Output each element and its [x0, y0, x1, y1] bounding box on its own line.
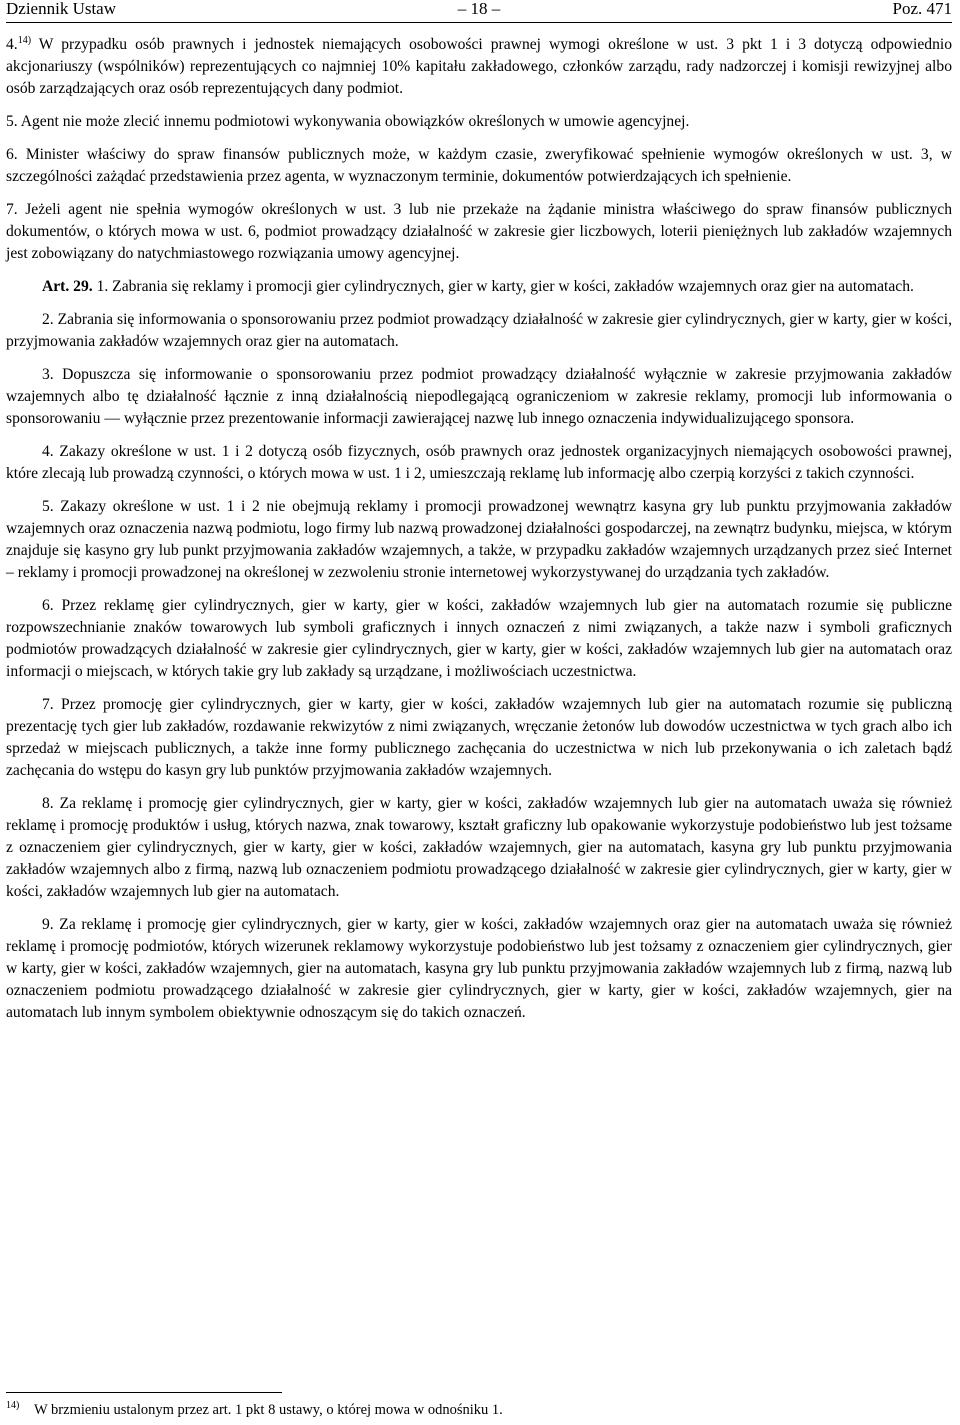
article-29-paragraph-2: 2. Zabrania się informowania o sponsorowaniu przez podmiot prowadzący działalność w zakresie gier cylindrycznych, gier w karty, gier w kości, przyjmowania zakładów wzajemnych oraz gier na automatach. — [6, 311, 952, 350]
position-number: Poz. 471 — [892, 0, 952, 18]
paragraph-number: 4. — [6, 36, 18, 53]
page-number: – 18 – — [457, 0, 501, 18]
article-29-paragraph-5: 5. Zakazy określone w ust. 1 i 2 nie obejmują reklamy i promocji prowadzonej wewnątrz kasyna gry lub punktu przyjmowania zakładów wzajemnych oraz oznaczenia nazwą podmiotu, logo firmy lub nazwą prowadzonej działalności gospodarczej, na zewnątrz budynku, miejsca, w którym znajduje się kasyno gry lub punkt przyjmowania zakładów wzajemnych, a także, w przypadku zakładów wzajemnych urządzanych przez sieć Internet – reklamy i promocji prowadzonej na określonej w zezwoleniu stronie internetowej wykorzystywanej do urządzania tych zakładów. — [6, 498, 952, 581]
article-29-paragraph-1 — [6, 276, 952, 298]
footnote-text: W brzmieniu ustalonym przez art. 1 pkt 8 ustawy, o której mowa w odnośniku 1. — [34, 1402, 503, 1418]
page-header — [6, 0, 952, 23]
footnote-divider — [6, 1392, 282, 1393]
article-29-paragraph-4: 4. Zakazy określone w ust. 1 i 2 dotyczą osób fizycznych, osób prawnych oraz jednostek organizacyjnych niemających osobowości prawnej, które zlecają lub prowadzą czynności, o których mowa w ust. 1 i 2, umieszczają reklamę lub informację albo czerpią korzyści z takich czynności. — [6, 443, 952, 482]
footnote-ref[interactable]: 14) — [17, 34, 32, 46]
paragraph-6: 6. Minister właściwy do spraw finansów publicznych może, w każdym czasie, zweryfikować spełnienie wymogów określonych w ust. 3, w szczególności zażądać przedstawienia przez agenta, w wyznaczonym terminie, dokumentów potwierdzających ich spełnienie. — [6, 146, 952, 185]
document-body — [6, 34, 952, 1035]
paragraph-7: 7. Jeżeli agent nie spełnia wymogów określonych w ust. 3 lub nie przekaże na żądanie ministra właściwego do spraw finansów publicznych dokumentów, o których mowa w ust. 6, podmiot prowadzący działalność w zakresie gier liczbowych, loterii pieniężnych lub zakładów wzajemnych jest zobowiązany do natychmiastowego rozwiązania umowy agencyjnej. — [6, 201, 952, 262]
paragraph-text: W przypadku osób prawnych i jednostek niemających osobowości prawnej wymogi określone w ust. 3 pkt 1 i 3 dotyczą odpowiednio akcjonariuszy (wspólników) reprezentujących co najmniej 10% kapitału zakładowego, członków zarządu, rady nadzorczej i komisji rewizyjnej albo osób zarządzających oraz osób reprezentujących dany podmiot. — [6, 36, 952, 97]
article-29-paragraph-3: 3. Dopuszcza się informowanie o sponsorowaniu przez podmiot prowadzący działalność wyłącznie w zakresie przyjmowania zakładów wzajemnych albo tę działalność łącznie z inną działalnością niepodlegającą ograniczeniom w zakresie reklamy, promocji lub informowania o sponsorowaniu — wyłącznie przez prezentowanie informacji zawierającej nazwę lub innego oznaczenia indywidualizującego sponsora. — [6, 366, 952, 427]
article-29-paragraph-9: 9. Za reklamę i promocję gier cylindrycznych, gier w karty, gier w kości, zakładów wzajemnych oraz gier na automatach uważa się również reklamę i promocję podmiotów, których wizerunek reklamowy wykorzystuje podobieństwo lub jest tożsamy z oznaczeniem gier cylindrycznych, gier w karty, gier w kości, zakładów wzajemnych, gier na automatach, kasyna gry lub punktu przyjmowania zakładów wzajemnych lub z firmą, nazwą lub oznaczeniem podmiotu prowadzącego działalność w zakresie gier cylindrycznych, gier w karty, gier w kości, zakładów wzajemnych, gier na automatach lub innym symbolem obiektywnie odnoszącym się do takich oznaczeń. — [6, 916, 952, 1021]
paragraph-4 — [6, 34, 952, 100]
journal-title: Dziennik Ustaw — [6, 0, 117, 18]
paragraph-5: 5. Agent nie może zlecić innemu podmiotowi wykonywania obowiązków określonych w umowie agencyjnej. — [6, 113, 690, 130]
article-29-paragraph-7: 7. Przez promocję gier cylindrycznych, gier w karty, gier w kości, zakładów wzajemnych lub gier na automatach rozumie się publiczną prezentację tych gier lub zakładów, rozdawanie rekwizytów z nimi związanych, wręczanie żetonów lub dowodów uczestnictwa w tych grach albo ich sprzedaż w miejscach publicznych, a także inne formy publicznego zachęcania do uczestnictwa w nich lub przekonywania o ich zaletach bądź zachęcania do wstępu do kasyn gry lub punktów przyjmowania zakładów wzajemnych. — [6, 696, 952, 779]
article-heading: Art. 29. — [42, 278, 93, 295]
article-29-paragraph-8: 8. Za reklamę i promocję gier cylindrycznych, gier w karty, gier w kości, zakładów wzajemnych lub gier na automatach uważa się również reklamę i promocję produktów i usług, których nazwa, znak towarowy, kształt graficzny lub opakowanie wykorzystuje podobieństwo lub jest tożsame z oznaczeniem gier cylindrycznych, gier w karty, gier w kości, zakładów wzajemnych, gier na automatach, kasyna gry lub punktu przyjmowania zakładów wzajemnych albo z firmą, nazwą lub oznaczeniem podmiotu prowadzącego działalność w zakresie gier cylindrycznych, gier w karty, gier w kości, zakładów wzajemnych lub gier na automatach. — [6, 795, 952, 900]
footnote: 14) W brzmieniu ustalonym przez art. 1 pkt 8 ustawy, o której mowa w odnośniku 1. — [6, 1400, 503, 1418]
article-29-paragraph-6: 6. Przez reklamę gier cylindrycznych, gier w karty, gier w kości, zakładów wzajemnych lub gier na automatach rozumie się publiczne rozpowszechnianie znaków towarowych lub symboli graficznych i innych oznaczeń z nimi związanych, a także nazw i symboli graficznych podmiotów prowadzących działalność w zakresie gier cylindrycznych, gier w karty, gier w kości, zakładów wzajemnych lub gier na automatach oraz informacji o miejscach, w których takie gry lub zakłady są urządzane, i możliwościach uczestnictwa. — [6, 597, 952, 680]
paragraph-text: 1. Zabrania się reklamy i promocji gier cylindrycznych, gier w karty, gier w kości, zakładów wzajemnych oraz gier na automatach. — [92, 278, 914, 295]
